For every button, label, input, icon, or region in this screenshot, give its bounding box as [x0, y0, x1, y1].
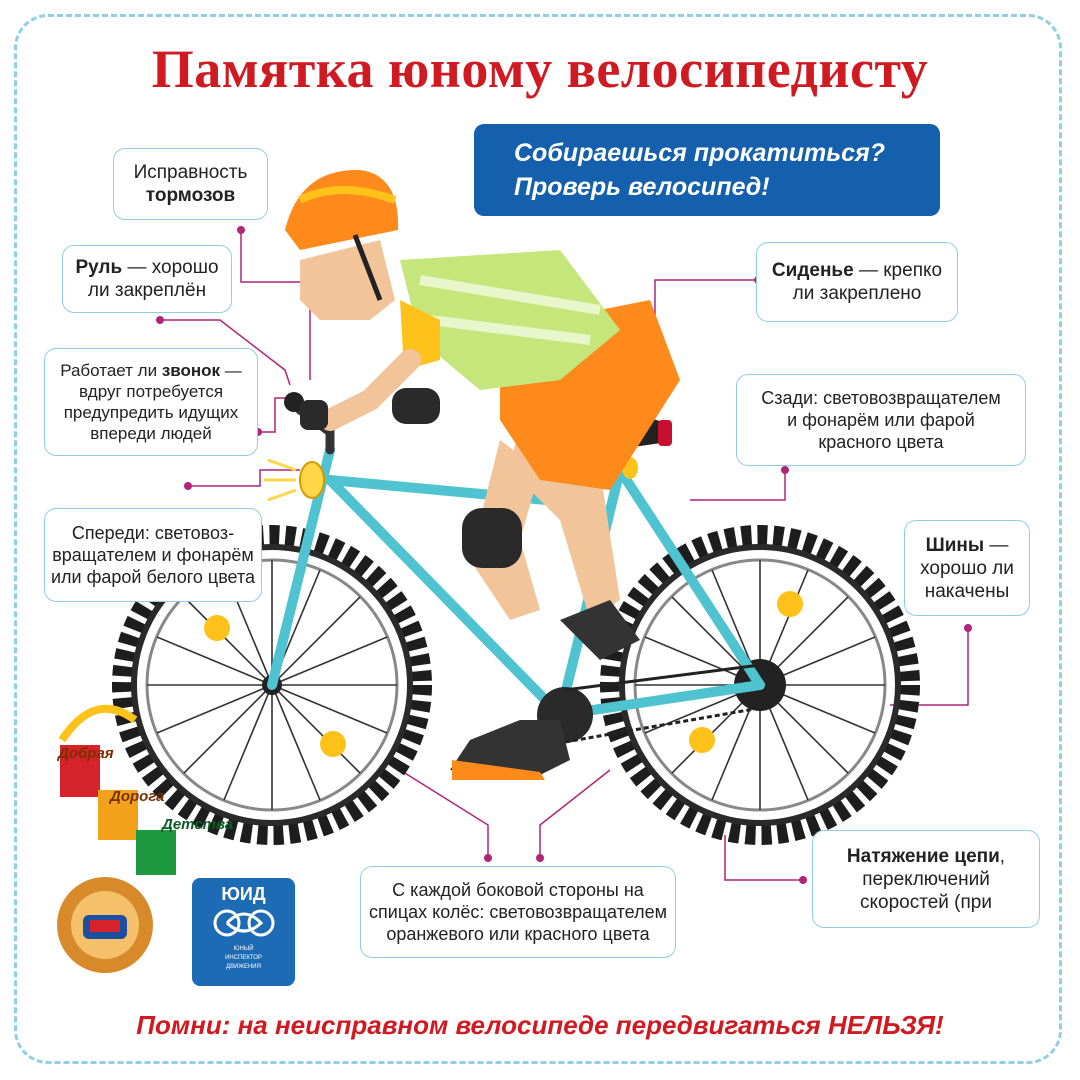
yuid-title: ЮИД	[221, 884, 266, 904]
footer-warning: Помни: на неисправном велосипеде передвигаться НЕЛЬЗЯ!	[136, 1010, 944, 1040]
bell-bold: звонок	[161, 361, 221, 380]
callout-bell	[44, 348, 258, 456]
callout-rear-lights	[736, 374, 1026, 466]
callout-front-lights	[44, 508, 262, 602]
handlebar-text-1: — хорошо	[122, 257, 219, 278]
page-title: Памятка юному велосипедисту	[151, 39, 929, 99]
callout-chain	[812, 830, 1040, 928]
chain-line-3: скоростей (при	[860, 891, 992, 913]
tires-bold: Шины	[925, 534, 985, 556]
brakes-text: Исправность	[133, 162, 248, 183]
banner-line-1: Собираешься прокатиться?	[514, 139, 885, 167]
logo-word-doroga: Дорога	[110, 788, 165, 805]
callout-handlebar	[62, 245, 232, 313]
yuid-logo	[192, 878, 295, 986]
seat-text-2: ли закреплено	[792, 283, 922, 304]
yuid-sub-3: ДВИЖЕНИЯ	[226, 964, 261, 970]
seat-bold: Сиденье	[771, 260, 854, 281]
callout-seat	[756, 242, 958, 322]
chain-bold: Натяжение цепи	[846, 845, 1000, 867]
spokes-line-2: спицах колёс: световозвращателем	[369, 902, 667, 922]
rear-line-1: Сзади: световозвращателем	[761, 388, 1001, 408]
spokes-line-1: С каждой боковой стороны на	[392, 880, 644, 900]
banner-line-2: Проверь велосипед!	[514, 173, 770, 201]
callout-spoke-reflectors	[360, 866, 676, 958]
tires-text-1: —	[984, 534, 1009, 556]
brakes-bold: тормозов	[145, 185, 236, 206]
spokes-line-3: оранжевого или красного цвета	[386, 924, 650, 944]
chain-line-2: переключений	[862, 868, 990, 890]
callout-brakes	[113, 148, 268, 220]
front-line-2: вращателем и фонарём	[52, 545, 254, 565]
rear-line-2: и фонарём или фарой	[787, 410, 975, 430]
bell-text-2: —	[220, 361, 242, 380]
callout-tires	[904, 520, 1030, 616]
light-rays	[264, 460, 296, 500]
bell-line-2: вдруг потребуется	[78, 382, 224, 401]
rear-light	[658, 420, 672, 446]
bell-line-4: впереди людей	[90, 424, 212, 443]
bicycle-icon	[209, 905, 279, 939]
seat-text-1: — крепко	[853, 260, 943, 281]
handlebar-text-2: ли закреплён	[87, 280, 207, 301]
yuid-sub-1: ЮНЫЙ	[233, 946, 254, 952]
bell-line-3: предупредить идущих	[63, 403, 239, 422]
rear-line-3: красного цвета	[818, 432, 944, 452]
yuid-sub-2: ИНСПЕКТОР	[225, 955, 262, 961]
chain-text-1: ,	[999, 845, 1006, 867]
front-line-1: Спереди: световоз-	[71, 523, 235, 543]
handlebar-bold: Руль	[75, 257, 123, 278]
tires-line-3: накачены	[924, 580, 1010, 602]
bell-text-1: Работает ли	[60, 361, 162, 380]
traffic-police-emblem	[57, 877, 153, 973]
front-light	[300, 462, 324, 498]
front-line-3: или фарой белого цвета	[50, 567, 256, 587]
logo-word-detstva: Детства	[162, 816, 234, 833]
logo-word-dobraya: Добрая	[58, 745, 114, 762]
tires-line-2: хорошо ли	[920, 557, 1014, 579]
